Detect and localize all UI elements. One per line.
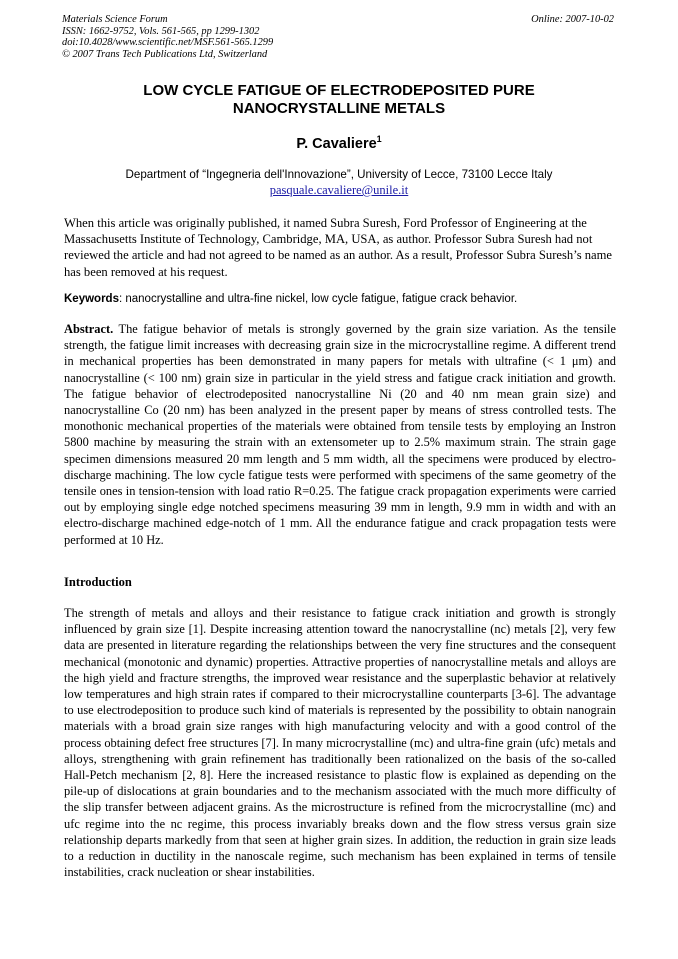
abstract-label: Abstract. [64,322,114,336]
title-line-1: LOW CYCLE FATIGUE OF ELECTRODEPOSITED PURE [143,82,535,99]
doi-line: doi:10.4028/www.scientific.net/MSF.561-565.1299 [62,37,274,49]
retraction-note: When this article was originally published, it named Subra Suresh, Ford Professor of Engineering at the Massachusetts Institute of Technology, Cambridge, MA, USA, as author. Professor Subra Suresh had not reviewed the article and had not agreed to be named as an author. As a result, Professor Subra Suresh’s name has been removed at his request. [64,216,613,279]
introduction-paragraph: The strength of metals and alloys and their resistance to fatigue crack initiation and growth is strongly influenced by grain size [1]. Despite increasing attention toward the nanocrystalline (nc) metals [2], very few data are presented in literature regarding the relationships between the very fine structures and the consequent mechanical (monotonic and dynamic) properties. Attractive properties of nanocrystalline metals and alloys are the high yield and fracture strengths, the improved wear resistance and the superplastic behavior at relatively low temperatures and high strain rates if compared to their microcrystalline counterparts [3-6]. The advantage to use electrodeposition to produce such kind of materials is represented by the possibility to obtain nanograin materials with a broad grain size ranges with high manufacturing velocity and with a good control of the process obtaining defect free structures [7]. In many microcrystalline (mc) and ultra-fine grain (ufc) metals and alloys, strengthening with grain refinement has traditionally been rationalized on the basis of the so-called Hall-Petch mechanism [2, 8]. Here the increased resistance to plastic flow is explained as depending on the pile-up of dislocations at grain boundaries and to the mechanism associated with the much more difficulty of the slip transfer between adjacent grains. As the microstructure is refined from the microcrystalline (mc) and ufc regime into the nc regime, this process invariably breaks down and the flow stress versus grain size relationship departs markedly from that seen at higher grain sizes. In addition, the reduction in grain size leads to a reduction in ductility in the nanoscale regime, such mechanism has been explained in terms of tensile instabilities, crack nucleation or shear instabilities. [64,606,616,880]
author-superscript: 1 [376,134,382,144]
journal-name: Materials Science Forum [62,14,168,25]
author-email [62,183,616,197]
copyright-line: © 2007 Trans Tech Publications Ltd, Switzerland [62,48,268,60]
paper-title [62,82,616,118]
title-line-2: NANOCRYSTALLINE METALS [232,100,446,117]
keywords-text: : nanocrystalline and ultra-fine nickel, low cycle fatigue, fatigue crack behavior. [118,293,518,305]
online-date: Online: 2007-10-02 [531,14,614,25]
email-link[interactable]: pasquale.cavaliere@unile.it [269,183,409,197]
section-heading-introduction: Introduction [64,575,132,589]
abstract [64,321,616,548]
keywords-label: Keywords [64,293,119,305]
abstract-text: The fatigue behavior of metals is strongly governed by the grain size variation. As the tensile strength, the fatigue limit increases with decreasing grain size in the microcrystalline regime. A different trend in mechanical properties has been demonstrated in many papers for metals with ultrafine (< 1 μm) and nanocrystalline (< 100 nm) grain size in particular in the yield stress and fatigue crack initiation and growth. The fatigue behavior of electrodeposited nanocrystalline Ni (20 and 40 nm mean grain size) and nanocrystalline Co (20 nm) has been analyzed in the present paper by means of stress controlled tests. The monothonic mechanical properties of the materials were obtained from tensile tests by employing an Instron 5800 machine by measuring the strain with an extensometer up to 2.5% maximum strain. The strain gage specimen dimensions measured 20 mm length and 5 mm width, all the specimens were produced by electro-discharge machining. The low cycle fatigue tests were performed with specimens of the same geometry of the tensile ones in tension-tension with load ratio R=0.25. The fatigue crack propagation experiments were carried out by employing single edge notched specimens measuring 39 mm in length, 9.9 mm in width and with an electro-discharge machined edge-notch of 1 mm. All the endurance fatigue and crack propagation tests were performed at 10 Hz. [64,322,616,547]
author [62,135,616,153]
issn-line: ISSN: 1662-9752, Vols. 561-565, pp 1299-1302 [62,25,260,37]
author-name: P. Cavaliere [296,136,377,152]
affiliation: Department of “Ingegneria dell'Innovazione”, University of Lecce, 73100 Lecce Italy [125,168,553,181]
journal-header [62,14,273,60]
keywords [64,292,616,307]
